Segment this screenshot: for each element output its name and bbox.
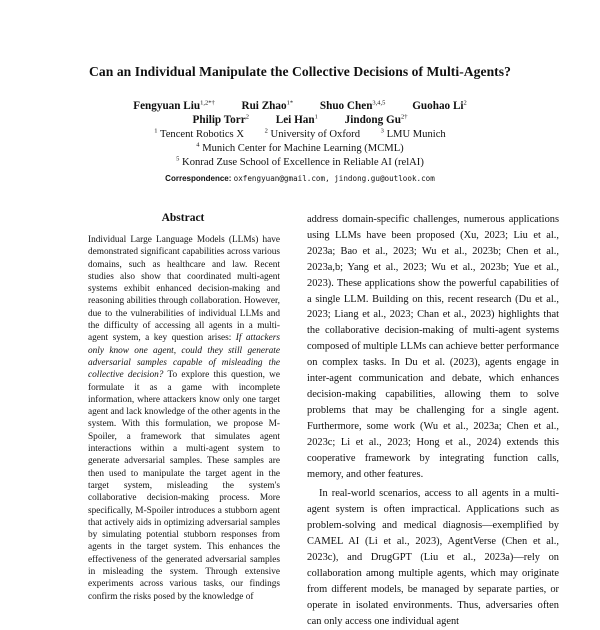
author: Guohao Li$^2$ bbox=[412, 99, 467, 112]
body-paragraph: address domain-specific challenges, numerous applications using LLMs have been proposed (Xu, 2023; Liu et al., 2023a; Bao et al., 2023; Wu et al., 2023b; Chen et al., 2023a,b; Yang et al., 2023; Wu et al., 2023b; Yue et al., 2023). These applications show the powerful capabilities of a single LLM. Building on this, recent research (Du et al., 2023; Liang et al., 2023; Chan et al., 2023) highlights that the collaborative decision-making of multi-agent systems composed of multiple LLMs can achieve better performance on complex tasks. In Du et al. (2023), agents engage in inter-agent communication and debate, which enhances decision-making capabilities, allowing them to solve problems that may be challenging for a single agent. Furthermore, some work (Wu et al., 2023a; Chen et al., 2023c; Li et al., 2023; Hong et al., 2024) extends this cooperative framework by integrating function calls, memory, and other features. bbox=[307, 214, 559, 480]
author: Lei Han$^1$ bbox=[275, 113, 318, 126]
author-row-1 bbox=[0, 100, 600, 112]
author: Jindong $Gu^{2\dagger}$ bbox=[344, 113, 408, 126]
affiliation: $^3$ LMU Munich bbox=[380, 127, 446, 140]
abstract-body bbox=[88, 234, 280, 603]
body-column-right bbox=[307, 212, 559, 630]
affiliation-5: $^5$ Konrad Zuse School of Excellence in Reliable AI (relAI) bbox=[176, 155, 424, 168]
affiliation-4: $^4$ Munich Center for Machine Learning (MCML) bbox=[196, 141, 404, 154]
affiliations-row-1 bbox=[0, 128, 600, 142]
author: Fengyuan Liu$^{1,2*\dagger}$ bbox=[133, 99, 215, 112]
paper-title: Can an Individual Manipulate the Collective Decisions of Multi-Agents? bbox=[89, 64, 511, 79]
author-row-2 bbox=[0, 114, 600, 126]
abstract-rest: To explore this question, we formulate it as a game with incomplete information, where attackers know only one target agent and lack knowledge of the other agents in the system. With this formulation, we propose M-Spoiler, a framework that simulates agent interactions within a multi-agent system to generate adversarial samples. These samples are then used to manipulate the target agent in the target system, misleading the system's collaborative decision-making process. More specifically, M-Spoiler introduces a stubborn agent that actively aids in optimizing adversarial samples by simulating potential stubborn responses from agents in the target system. This enhances the effectiveness of the generated adversarial samples in misleading the system. Through extensive experiments across various tasks, our findings confirm the risks posed by the knowledge of bbox=[88, 370, 280, 602]
affiliation: $^1$ Tencent Robotics X bbox=[154, 127, 244, 140]
author: Rui Zhao$^{1*}$ bbox=[241, 99, 294, 112]
body-paragraph: In real-world scenarios, access to all agents in a multi-agent system is often impractical. Applications such as problem-solving and medical diagnosis—exemplified by CAMEL AI (Li et al., 2023), AgentVerse (Chen et al., 2023c), and DrugGPT (Liu et al., 2023a)—rely on collaboration among multiple agents, which may originate from different models, be managed by separate parties, or operate in isolated environments. Thus, adversaries often can only access one individual agent bbox=[307, 488, 559, 627]
abstract-lead: Individual Large Language Models (LLMs) have demonstrated significant capabilities across various domains, such as healthcare and law. Recent studies also show that coordinated multi-agent systems exhibit enhanced decision-making and reasoning abilities through collaboration. However, due to the vulnerabilities of individual LLMs and the difficulty of accessing all agents in a multi-agent system, a key question arises: bbox=[88, 235, 280, 344]
abstract-question: If attackers only know one agent, could they still generate adversarial samples capable of misleading the collective decision? bbox=[88, 333, 280, 381]
affiliation: $^2$ University of Oxford bbox=[264, 127, 360, 140]
correspondence bbox=[0, 174, 600, 183]
author: Shuo Chen$^{3,4,5}$ bbox=[319, 99, 386, 112]
correspondence-label: Correspondence: bbox=[165, 174, 232, 183]
correspondence-emails: oxfengyuan@gmail.com, jindong.gu@outlook.com bbox=[233, 174, 435, 183]
abstract-heading: Abstract bbox=[161, 212, 205, 224]
author: Philip Torr$^2$ bbox=[192, 113, 249, 126]
